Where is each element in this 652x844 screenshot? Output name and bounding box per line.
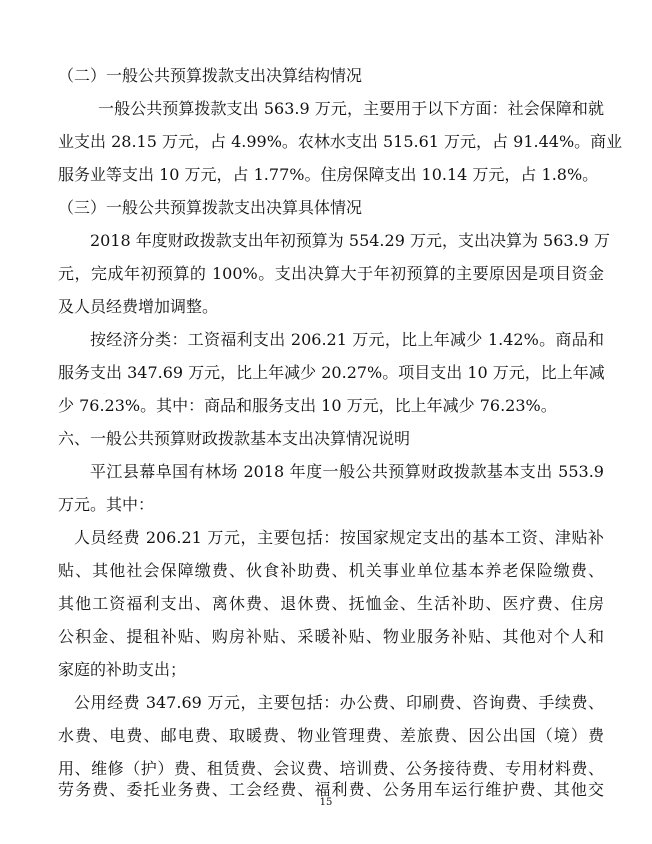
paragraph-line: 少 76.23%。其中：商品和服务支出 10 万元，比上年减少 76.23%。	[58, 396, 557, 415]
paragraph-line: 公积金、提租补贴、购房补贴、采暖补贴、物业服务补贴、其他对个人和	[58, 627, 604, 646]
paragraph-line: 其他工资福利支出、离休费、退休费、抚恤金、生活补助、医疗费、住房	[58, 594, 604, 613]
section-heading-basic-expenditure: 六、一般公共预算财政拨款基本支出决算情况说明	[58, 429, 411, 448]
paragraph-line: 贴、其他社会保障缴费、伙食补助费、机关事业单位基本养老保险缴费、	[58, 561, 604, 580]
paragraph-line: 一般公共预算拨款支出 563.9 万元，主要用于以下方面：社会保障和就	[98, 99, 604, 118]
paragraph-line: 劳务费、委托业务费、工会经费、福利费、公务用车运行维护费、其他交	[58, 780, 604, 799]
paragraph-line: 及人员经费增加调整。	[58, 297, 219, 316]
paragraph-line: 元，完成年初预算的 100%。支出决算大于年初预算的主要原因是项目资金	[58, 264, 604, 283]
paragraph-line: 服务支出 347.69 万元，比上年减少 20.27%。项目支出 10 万元，比上年减	[58, 363, 605, 382]
section-heading-details: （三）一般公共预算拨款支出决算具体情况	[58, 198, 363, 217]
paragraph-line: 用、维修（护）费、租赁费、会议费、培训费、公务接待费、专用材料费、	[58, 759, 604, 778]
section-heading-structure: （二）一般公共预算拨款支出决算结构情况	[58, 66, 363, 85]
paragraph-line: 平江县幕阜国有林场 2018 年度一般公共预算财政拨款基本支出 553.9	[90, 462, 604, 481]
page-number: 15	[319, 797, 333, 808]
paragraph-line: 业支出 28.15 万元，占 4.99%。农林水支出 515.61 万元，占 91.44%。商业	[58, 132, 623, 151]
paragraph-line: 按经济分类：工资福利支出 206.21 万元，比上年减少 1.42%。商品和	[90, 330, 604, 349]
paragraph-line: 水费、电费、邮电费、取暖费、物业管理费、差旅费、因公出国（境）费	[58, 726, 604, 745]
paragraph-line: 家庭的补助支出；	[58, 660, 187, 679]
paragraph-line: 服务业等支出 10 万元，占 1.77%。住房保障支出 10.14 万元，占 1.8%。	[58, 165, 599, 184]
paragraph-line: 人员经费 206.21 万元，主要包括：按国家规定支出的基本工资、津贴补	[74, 528, 604, 547]
paragraph-line: 2018 年度财政拨款支出年初预算为 554.29 万元，支出决算为 563.9 万	[90, 231, 610, 250]
paragraph-line: 公用经费 347.69 万元，主要包括：办公费、印刷费、咨询费、手续费、	[74, 693, 604, 712]
paragraph-line: 万元。其中：	[58, 495, 155, 514]
